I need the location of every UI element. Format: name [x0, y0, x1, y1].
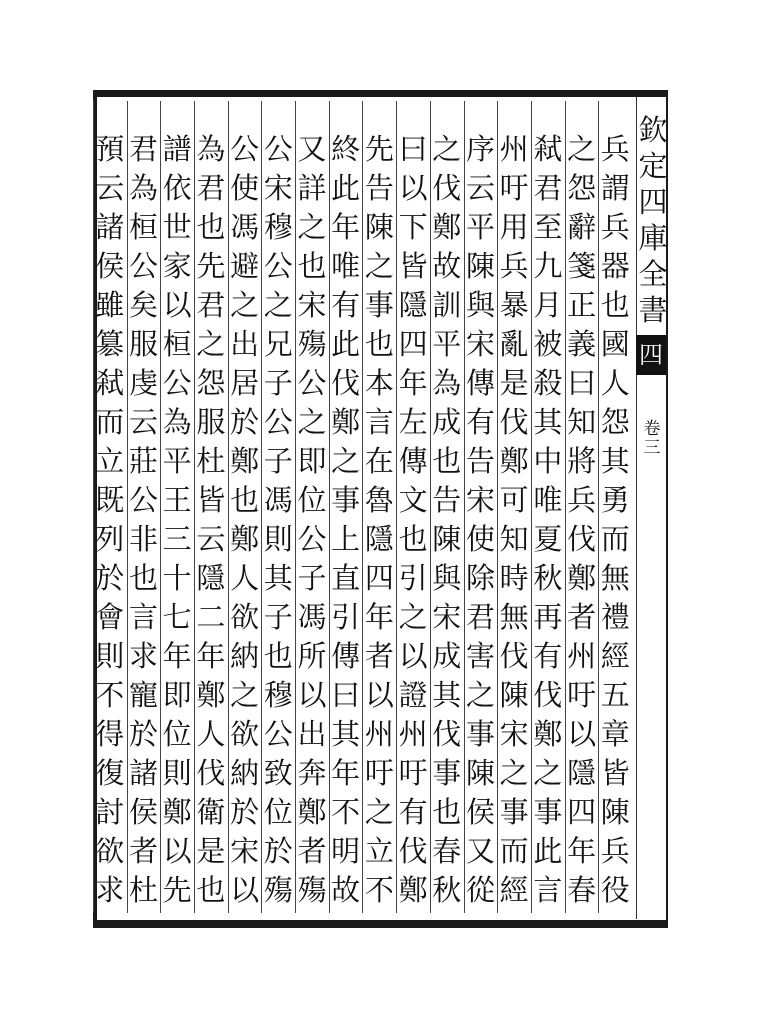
text-column: 為 君 也 先 君 之 怨 服 杜 皆 云 隱 二 年 鄭 人 伐 衛 是 也: [196, 132, 226, 907]
text-column: 弒 君 至 九 月 被 殺 其 中 唯 夏 秋 再 有 伐 鄭 之 事 此 言: [533, 132, 563, 907]
fish-tail-mark: 四: [636, 335, 666, 375]
text-column: 先 告 陳 之 事 也 本 言 在 魯 隱 四 年 者 以 州 吁 之 立 不: [364, 132, 394, 907]
text-column: 兵 謂 兵 器 也 國 人 怨 其 勇 而 無 禮 經 五 章 皆 陳 兵 役: [600, 132, 630, 907]
text-column: 公 使 馮 避 之 出 居 於 鄭 也 鄭 人 欲 納 之 欲 納 於 宋 以: [230, 132, 260, 907]
text-column: 公 宋 穆 公 之 兄 子 公 子 馮 則 其 子 也 穆 公 致 位 於 殤: [263, 132, 293, 907]
text-column: 州 吁 用 兵 暴 亂 是 伐 鄭 可 知 時 無 伐 陳 宋 之 事 而 經: [499, 132, 529, 907]
volume-label: 卷 三: [643, 419, 661, 458]
text-column: 君 為 桓 公 矣 服 虔 云 莊 公 非 也 言 求 寵 於 諸 侯 者 杜: [128, 132, 158, 907]
text-column: 預 云 諸 侯 雖 簒 弒 而 立 既 列 於 會 則 不 得 復 討 欲 求: [95, 132, 125, 907]
column-rule: [93, 101, 94, 913]
text-column: 終 此 年 唯 有 此 伐 鄭 之 事 上 直 引 傳 曰 其 年 不 明 故: [331, 132, 361, 907]
text-column: 序 云 平 陳 與 宋 傳 有 告 宋 使 除 君 害 之 事 陳 侯 又 從: [465, 132, 495, 907]
text-column: 之 怨 辭 箋 正 義 曰 知 將 兵 伐 鄭 者 州 吁 以 隱 四 年 春: [567, 132, 597, 907]
book-title: 欽 定 四 庫 全 書: [638, 113, 668, 327]
text-column: 曰 以 下 皆 隱 四 年 左 傳 文 也 引 之 以 證 州 吁 有 伐 鄭: [398, 132, 428, 907]
text-column: 之 伐 鄭 故 訓 平 為 成 也 告 陳 與 宋 成 其 伐 事 也 春 秋: [432, 132, 462, 907]
text-column: 又 詳 之 也 宋 殤 公 之 即 位 公 子 馮 所 以 出 奔 鄭 者 殤: [297, 132, 327, 907]
text-column: 譜 依 世 家 以 桓 公 為 平 王 三 十 七 年 即 位 則 鄭 以 先: [162, 132, 192, 907]
